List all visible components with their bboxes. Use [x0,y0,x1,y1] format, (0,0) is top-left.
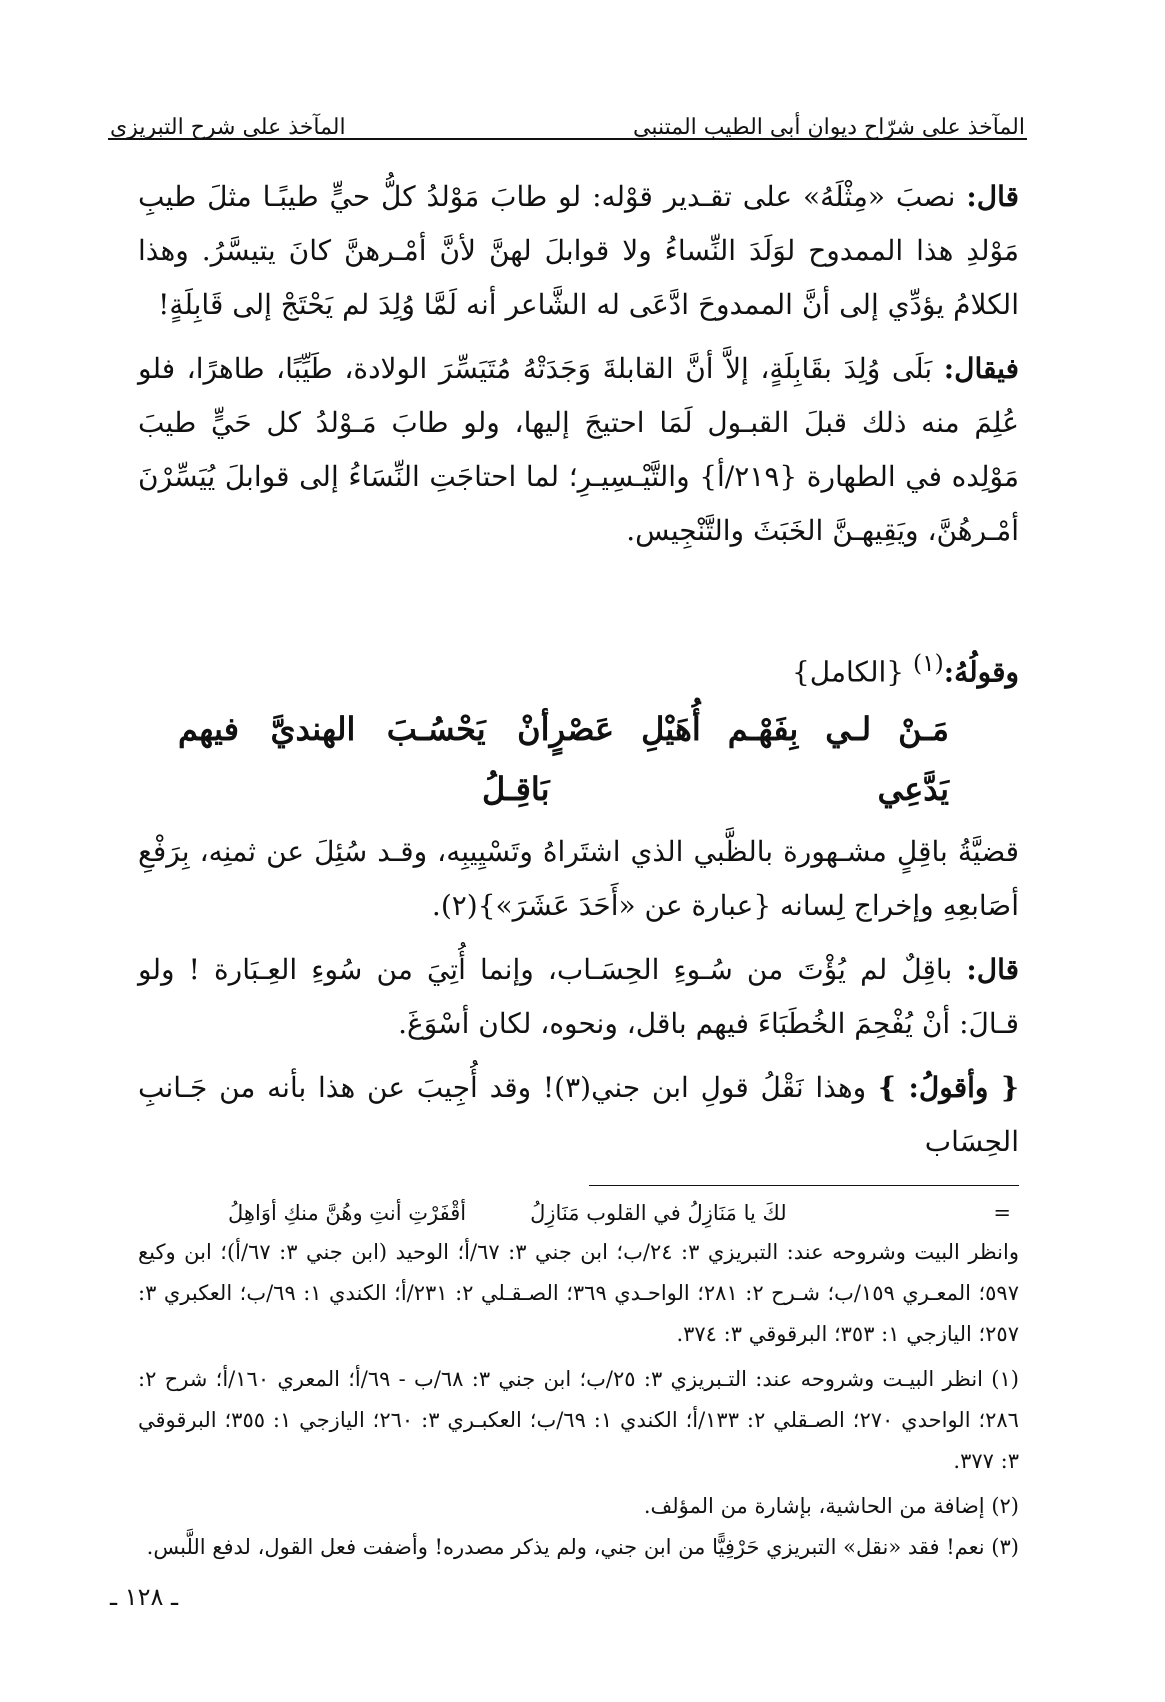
paragraph-text: وهذا نَقْلُ قولِ ابن جني(٣)! وقد أُجِيبَ عن هذا بأنه من جَـانبِ الحِسَاب [138,1071,1019,1159]
verse-first-hemistich: مَـنْ لـي بِفَهْـم أُهَيْلِ عَصْرٍ يَدَّعِي [549,710,949,809]
footnote-3: (٣) نعم! فقد «نقل» التبريزي حَرْفِيًّا من ابن جني، ولم يذكر مصدره! وأضفت فعل القول، لدفع اللَّبس. [146,1535,1019,1560]
header-book-title: المآخذ على شرّاح ديوان أبي الطيب المتنبي [633,115,1025,140]
section-gap [138,568,1019,636]
continuation-marker: = [993,1201,1011,1226]
paragraph-lead: فيقال: [943,352,1019,385]
footnote-verse-line [138,1194,1019,1232]
paragraph-fayuqal [138,342,1019,558]
verse-meter: {الكامل} [791,655,905,689]
paragraph-qala [138,170,1019,332]
paragraph-lead: قال: [966,180,1019,213]
footnote-ref: (١) [913,649,944,677]
commentary-paragraph [138,1061,1019,1169]
paragraph-text: قضيَّةُ باقِلٍ مشـهورة بالظَّبي الذي اشتَراهُ وتَسْيِيبِه، وقـد سُئِلَ عن ثمنِه، بِرَفْعِ أصَابعِهِ وإخراج لِسانه {عبارة عن «أَحَدَ عَشَرَ»}(٢). [138,835,1019,923]
footnote-continuation [138,1194,1019,1355]
footnote-text: وانظر البيت وشروحه عند: التبريزي ٣: ٢٤/ب؛ ابن جني ٣: ٦٧/أ؛ الوحيد (ابن جني ٣: ٦٧/أ)؛ ابن وكيع ٥٩٧؛ المعـري ١٥٩/ب؛ شـرح ٢: ٢٨١؛ الواحـدي ٣٦٩؛ الصـقـلي ٢: ٢٣١/أ؛ الكندي ١: ٦٩/ب؛ العكبري ٣: ٢٥٧؛ اليازجي ١: ٣٥٣؛ البرقوقي ٣: ٣٧٤. [138,1240,1019,1347]
paragraph-lead: { وأقولُ: } [877,1071,1019,1105]
footnote-2: (٢) إضافة من الحاشية، بإشارة من المؤلف. [643,1494,1019,1519]
main-text [138,170,1019,1568]
poem-verse [138,699,1019,819]
header-rule [108,138,1027,140]
paragraph-text: بَلَى وُلِدَ بقَابِلَةٍ، إلاَّ أنَّ القابلةَ وَجَدَتْهُ مُتَيَسِّرَ الولادة، طَيِّبًا، طاهرًا، فلو عُلِمَ منه ذلك قبلَ القبـول لَمَا احتيجَ إليها، ولو طابَ مَـوْلدُ كل حَيٍّ طيبَ مَوْلِده في الطهارة {٢١٩/أ} والتَّيْـسِيـرِ؛ لما احتاجَتِ النِّسَاءُ إلى قوابلَ يُيَسِّرْنَ أمْـرهُنَّ، ويَقِيهـنَّ الخَبَثَ والتَّنْجِيس. [138,352,1019,547]
footnote-rule [589,1185,1019,1186]
commentary-paragraph [138,825,1019,933]
page-number: ـ ١٢٨ ـ [110,1583,179,1611]
verse-intro [138,636,1019,699]
running-header [110,88,1025,140]
footnote-verse-second: أقْفَرْتِ أنتِ وهُنَّ منكِ أوَاهِلُ [228,1201,467,1226]
commentary-paragraph [138,943,1019,1051]
footnote-1: (١) انظر البيـت وشروحه عند: التـبريزي ٣: ٢٥/ب؛ ابن جني ٣: ٦٨/ب - ٦٩/أ؛ المعري ١٦٠/أ؛ شرح ٢: ٢٨٦؛ الواحدي ٢٧٠؛ الصـقلي ٢: ١٣٣/أ؛ الكندي ١: ٦٩/ب؛ العكبـري ٣: ٢٦٠؛ اليازجي ١: ٣٥٥؛ البرقوقي ٣: ٣٧٧. [138,1367,1019,1474]
header-section-title: المآخذ على شرح التبريزي [110,115,346,140]
paragraph-lead: قال: [966,953,1019,987]
verse-second-hemistich: أنْ يَحْسُـبَ الهنديَّ فيهم بَاقِـلُ [178,710,550,809]
paragraph-text: باقِلٌ لم يُؤْتَ من سُـوءِ الحِسَـاب، وإنما أُتِيَ من سُوءِ العِـبَارة ! ولو قـالَ: أنْ يُفْحِمَ الخُطَبَاءَ فيهم باقل، ونحوه، لكان أسْوَغَ. [138,953,1019,1041]
footnote-verse-first: لكَ يا مَنَازِلُ في القلوب مَنَازِلُ [530,1201,787,1226]
footnote-verse [138,1194,787,1232]
verse-intro-lead: وقولُهُ: [943,655,1019,689]
paragraph-text: نصبَ «مِثْلَهُ» على تقـدير قوْله: لو طابَ مَوْلدُ كلُّ حيٍّ طيبًـا مثلَ طيبِ مَوْلدِ هذا الممدوح لوَلَدَ النِّساءُ ولا قوابلَ لهنَّ لأنَّ أمْـرهنَّ كانَ يتيسَّرُ. وهذا الكلامُ يؤدِّي إلى أنَّ الممدوحَ ادَّعَى له الشَّاعر أنه لَمَّا وُلِدَ لم يَحْتَجْ إلى قَابِلَةٍ! [138,180,1019,321]
